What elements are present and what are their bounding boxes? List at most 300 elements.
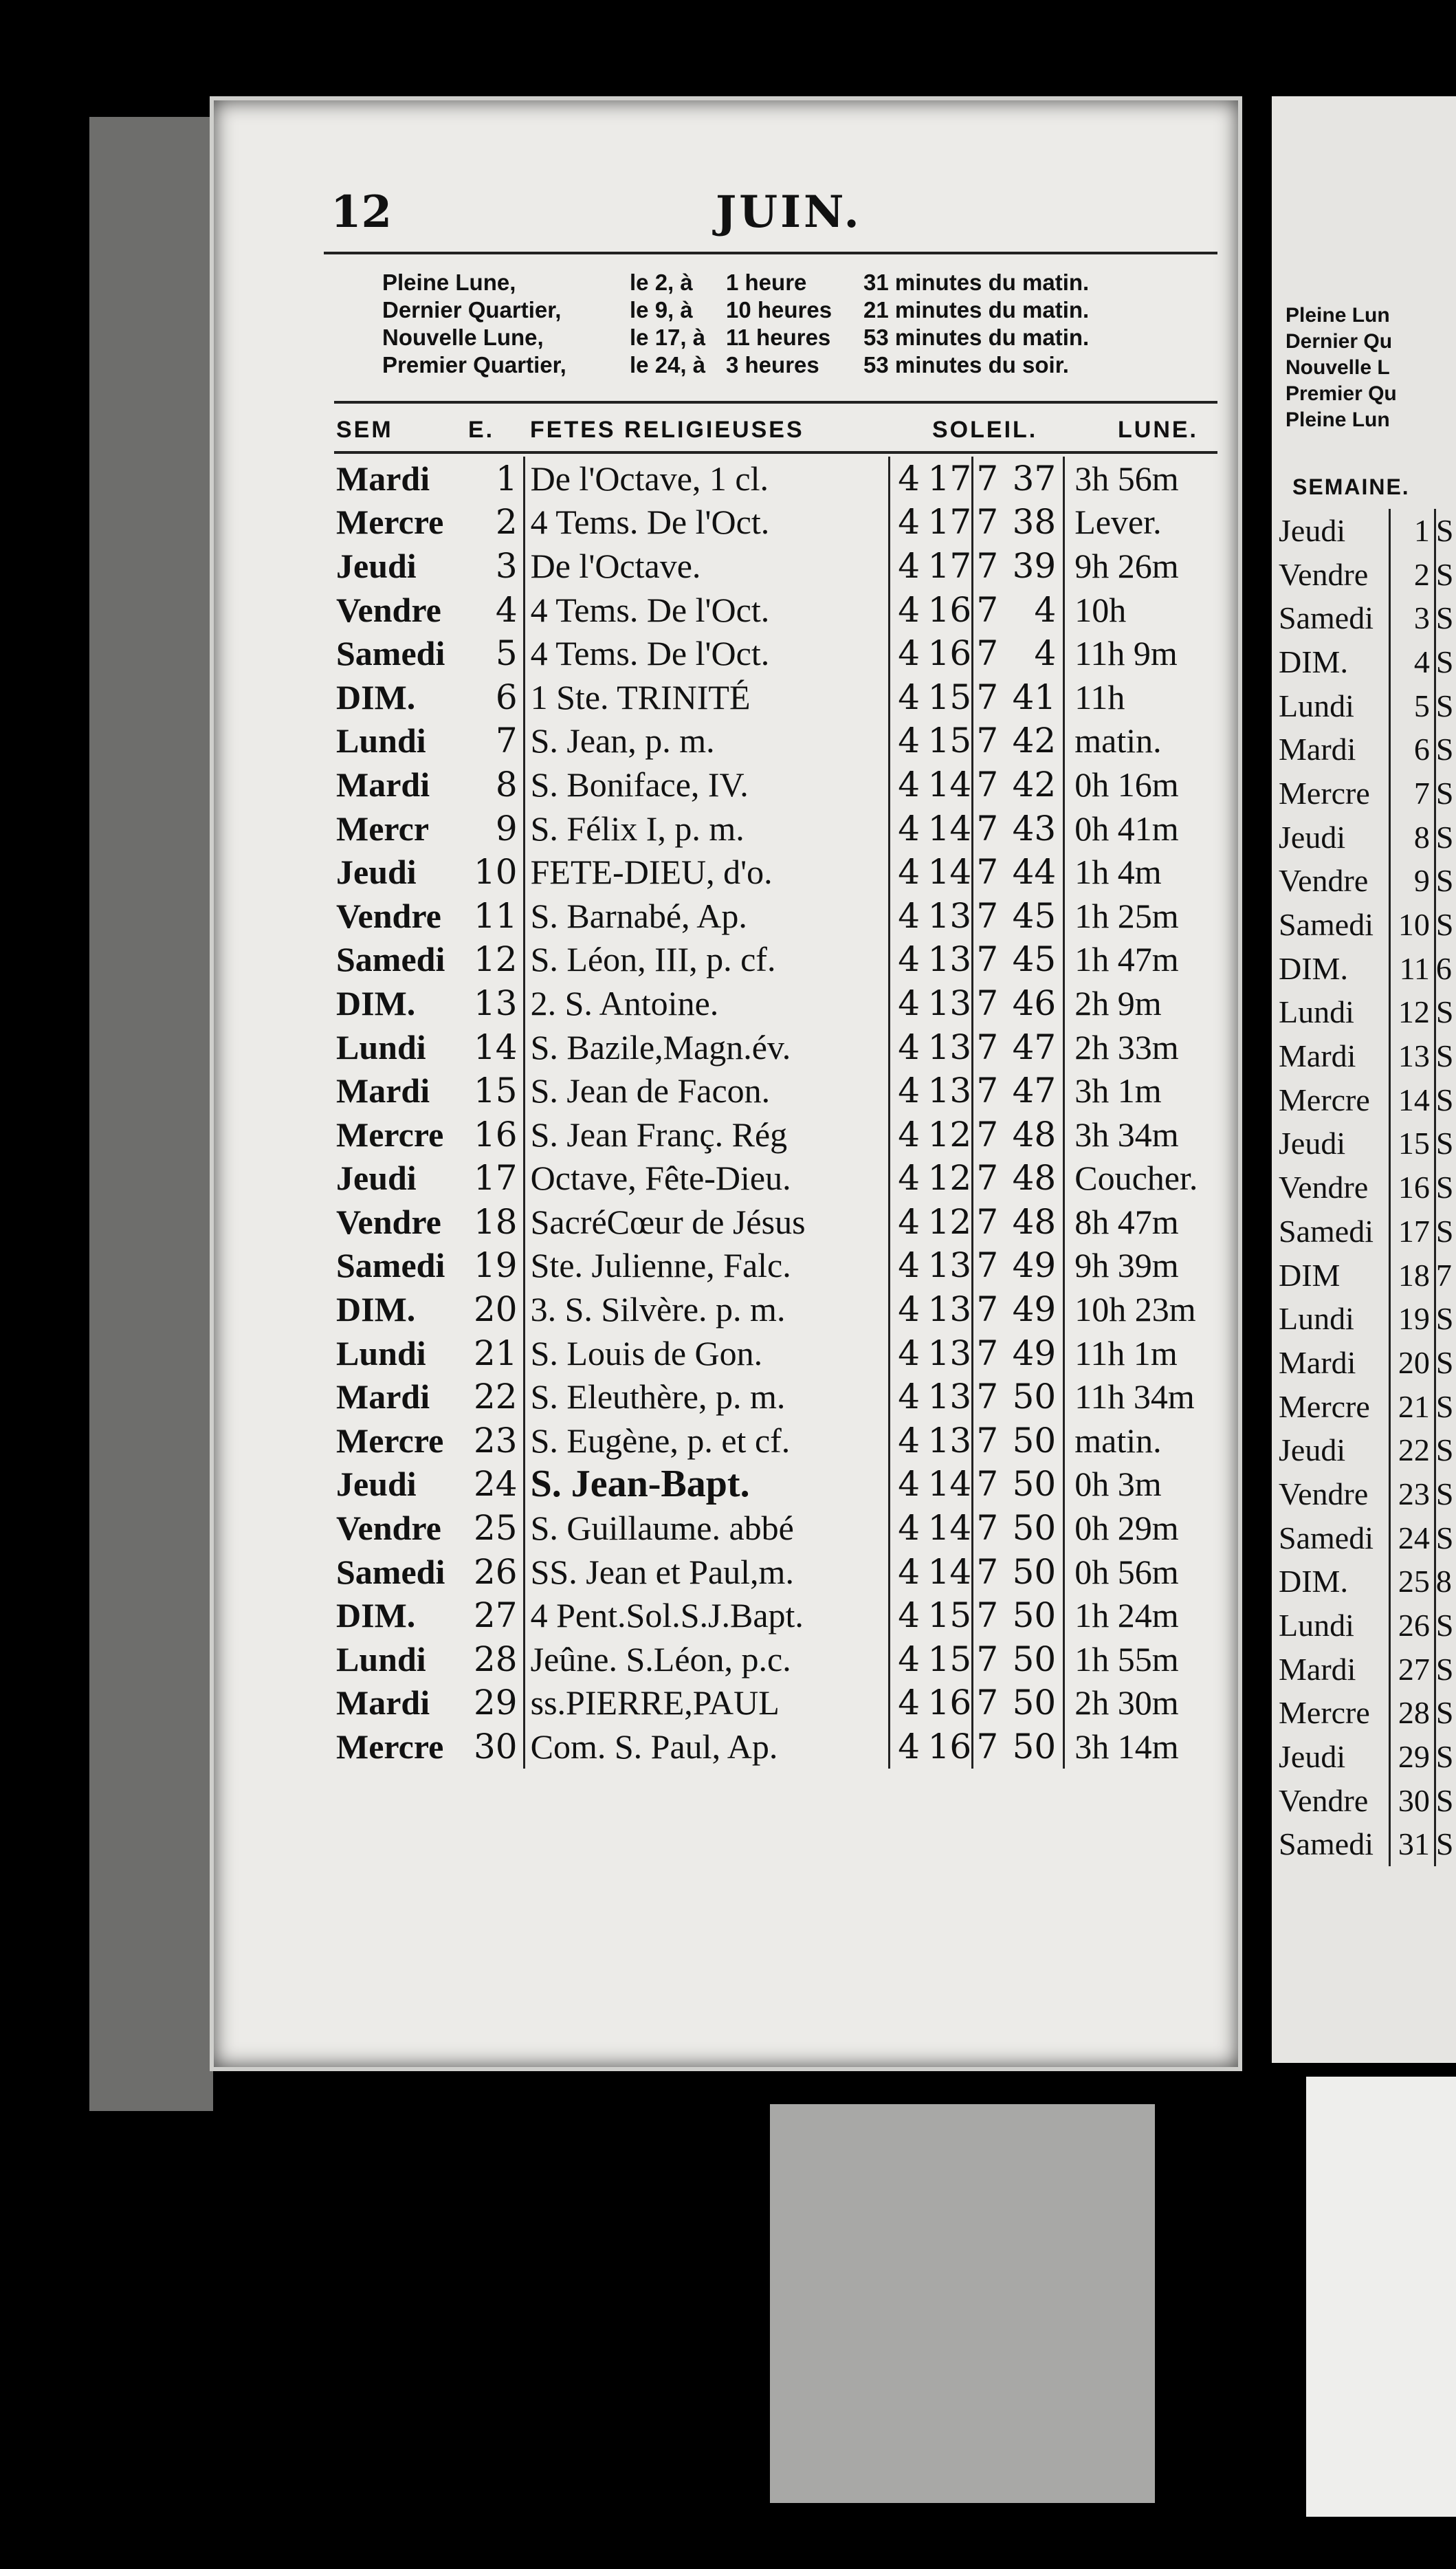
- facing-date-number-cell: 21: [1389, 1385, 1435, 1429]
- facing-weekday-cell: Mardi: [1279, 1651, 1356, 1687]
- facing-weekday-cell: Samedi: [1279, 1213, 1374, 1249]
- sunset-hour-cell: 7: [976, 1639, 999, 1679]
- facing-date-number-cell: 30: [1389, 1779, 1435, 1823]
- weekday-cell: Vendre: [336, 590, 441, 629]
- sunrise-hour-cell: 4: [898, 1158, 920, 1199]
- weekday-cell: Lundi: [336, 1027, 426, 1067]
- sunset-hour-cell: 7: [976, 1727, 999, 1767]
- sunrise-hour-cell: 4: [898, 895, 920, 936]
- moon-phase-name: Premier Quartier,: [382, 352, 566, 378]
- moon-time-cell: 11h 9m: [1074, 634, 1178, 673]
- feast-cell: S. Eleuthère, p. m.: [524, 1375, 889, 1419]
- feast-cell: S. Guillaume. abbé: [524, 1506, 889, 1550]
- sunrise-hour-cell: 4: [898, 1639, 920, 1679]
- sunrise-min-cell: 13: [928, 938, 973, 982]
- facing-calendar-row: [1279, 860, 1456, 904]
- date-number-cell: 15: [474, 1069, 524, 1113]
- sunset-hour-cell: 7: [976, 1683, 999, 1723]
- sunrise-hour-cell: 4: [898, 1201, 920, 1242]
- facing-feast-initial-cell: S: [1435, 1388, 1454, 1424]
- sunset-min-cell: 39: [1001, 544, 1064, 588]
- sunset-min-cell: 49: [1001, 1244, 1064, 1288]
- calendar-row: [331, 1287, 1198, 1331]
- moon-time-cell: 1h 55m: [1074, 1639, 1179, 1679]
- facing-calendar-row: [1279, 1472, 1456, 1516]
- sunrise-hour-cell: 4: [898, 721, 920, 761]
- moon-phase-date: le 17, à: [630, 325, 706, 350]
- moon-phases: [382, 269, 1193, 379]
- facing-weekday-cell: Mardi: [1279, 732, 1356, 767]
- weekday-cell: Mardi: [336, 1683, 430, 1723]
- calendar-row: [331, 1244, 1198, 1288]
- facing-calendar-row: [1279, 947, 1456, 991]
- calendar-row: [331, 675, 1198, 719]
- facing-feast-initial-cell: S: [1435, 994, 1454, 1030]
- sunrise-hour-cell: 4: [898, 1333, 920, 1373]
- weekday-cell: Lundi: [336, 721, 426, 761]
- moon-time-cell: 11h 1m: [1074, 1333, 1178, 1373]
- facing-feast-initial-cell: S: [1435, 512, 1454, 548]
- facing-feast-initial-cell: 7: [1435, 1257, 1452, 1293]
- weekday-cell: Mardi: [336, 1071, 430, 1111]
- sunset-min-cell: 46: [1001, 981, 1064, 1025]
- sunset-hour-cell: 7: [976, 1420, 999, 1461]
- facing-weekday-cell: Vendre: [1279, 556, 1369, 592]
- facing-date-number-cell: 16: [1389, 1166, 1435, 1210]
- facing-calendar-row: [1279, 991, 1456, 1035]
- date-number-cell: 3: [474, 544, 524, 588]
- sunset-hour-cell: 7: [976, 721, 999, 761]
- moon-time-cell: 10h: [1074, 590, 1127, 629]
- facing-date-number-cell: 1: [1389, 509, 1435, 553]
- sunset-min-cell: 45: [1001, 894, 1064, 938]
- sunrise-hour-cell: 4: [898, 1114, 920, 1155]
- sunrise-hour-cell: 4: [898, 677, 920, 717]
- sunrise-hour-cell: 4: [898, 1289, 920, 1330]
- sunset-hour-cell: 7: [976, 633, 999, 674]
- moon-time-cell: 8h 47m: [1074, 1202, 1179, 1241]
- facing-feast-initial-cell: S: [1435, 1126, 1454, 1161]
- moon-phase-line: [382, 296, 1193, 324]
- moon-time-cell: 2h 33m: [1074, 1027, 1179, 1067]
- weekday-cell: Jeudi: [336, 1159, 417, 1198]
- facing-date-number-cell: 9: [1389, 860, 1435, 904]
- facing-date-number-cell: 27: [1389, 1648, 1435, 1692]
- calendar-row: [331, 981, 1198, 1025]
- page-number: 12: [331, 186, 393, 238]
- sunrise-hour-cell: 4: [898, 852, 920, 893]
- moon-phase-date: le 24, à: [630, 352, 706, 378]
- feast-cell: Jeûne. S.Léon, p.c.: [524, 1637, 889, 1681]
- calendar-row: [331, 501, 1198, 545]
- sunrise-min-cell: 14: [928, 807, 973, 851]
- facing-date-number-cell: 28: [1389, 1692, 1435, 1736]
- facing-weekday-cell: Mercre: [1279, 1388, 1370, 1424]
- date-number-cell: 17: [474, 1157, 524, 1201]
- feast-cell: S. Bazile,Magn.év.: [524, 1025, 889, 1069]
- sunrise-min-cell: 15: [928, 1593, 973, 1637]
- facing-date-number-cell: 10: [1389, 903, 1435, 947]
- moon-phase-name: Dernier Quartier,: [382, 297, 562, 323]
- facing-calendar-row: [1279, 1560, 1456, 1604]
- date-number-cell: 28: [474, 1637, 524, 1681]
- facing-calendar-row: [1279, 596, 1456, 640]
- weekday-cell: Mercre: [336, 503, 444, 542]
- facing-weekday-cell: DIM.: [1279, 950, 1348, 986]
- facing-feast-initial-cell: S: [1435, 1476, 1454, 1511]
- facing-calendar-row: [1279, 1516, 1456, 1560]
- weekday-cell: Mercre: [336, 1115, 444, 1154]
- sunrise-min-cell: 16: [928, 1725, 973, 1769]
- sunset-hour-cell: 7: [976, 1595, 999, 1636]
- sunrise-hour-cell: 4: [898, 1683, 920, 1723]
- date-number-cell: 14: [474, 1025, 524, 1069]
- facing-weekday-cell: Mercre: [1279, 1695, 1370, 1731]
- sunset-hour-cell: 7: [976, 1464, 999, 1505]
- moon-time-cell: Lever.: [1074, 503, 1162, 542]
- sunset-min-cell: 47: [1001, 1069, 1064, 1113]
- facing-weekday-cell: Samedi: [1279, 1826, 1374, 1862]
- facing-calendar-row: [1279, 1692, 1456, 1736]
- moon-time-cell: 2h 9m: [1074, 983, 1162, 1023]
- facing-weekday-cell: Jeudi: [1279, 512, 1346, 548]
- sunset-min-cell: 49: [1001, 1331, 1064, 1375]
- feast-cell: Octave, Fête-Dieu.: [524, 1157, 889, 1201]
- moon-time-cell: 11h 34m: [1074, 1377, 1195, 1417]
- calendar-row: [331, 1637, 1198, 1681]
- sunset-hour-cell: 7: [976, 895, 999, 936]
- date-number-cell: 22: [474, 1375, 524, 1419]
- date-number-cell: 11: [474, 894, 524, 938]
- sunrise-min-cell: 13: [928, 894, 973, 938]
- sunset-min-cell: 41: [1001, 675, 1064, 719]
- calendar-row: [331, 1593, 1198, 1637]
- date-number-cell: 18: [474, 1200, 524, 1244]
- facing-weekday-cell: Vendre: [1279, 1476, 1369, 1511]
- sunset-min-cell: 38: [1001, 501, 1064, 545]
- sunset-hour-cell: 7: [976, 1551, 999, 1592]
- date-number-cell: 2: [474, 501, 524, 545]
- date-number-cell: 10: [474, 850, 524, 894]
- sunset-min-cell: 45: [1001, 938, 1064, 982]
- sunrise-hour-cell: 4: [898, 1027, 920, 1067]
- facing-weekday-cell: Lundi: [1279, 688, 1354, 723]
- facing-feast-initial-cell: S: [1435, 1826, 1454, 1862]
- date-number-cell: 16: [474, 1113, 524, 1157]
- calendar-row: [331, 457, 1198, 501]
- facing-date-number-cell: 2: [1389, 553, 1435, 597]
- weekday-cell: Mardi: [336, 1377, 430, 1417]
- facing-weekday-cell: Vendre: [1279, 1782, 1369, 1818]
- calendar-table: [331, 457, 1198, 1769]
- sunrise-hour-cell: 4: [898, 458, 920, 499]
- facing-calendar-row: [1279, 1385, 1456, 1429]
- moon-phase-name: Nouvelle Lune,: [382, 325, 544, 350]
- facing-weekday-cell: DIM.: [1279, 1564, 1348, 1599]
- moon-time-cell: 3h 56m: [1074, 459, 1179, 498]
- sunrise-hour-cell: 4: [898, 1508, 920, 1549]
- date-number-cell: 30: [474, 1725, 524, 1769]
- facing-weekday-cell: Jeudi: [1279, 1432, 1346, 1468]
- sunset-min-cell: 48: [1001, 1113, 1064, 1157]
- sunset-hour-cell: 7: [976, 1508, 999, 1549]
- facing-feast-initial-cell: S: [1435, 863, 1454, 899]
- facing-feast-initial-cell: S: [1435, 775, 1454, 811]
- facing-date-number-cell: 20: [1389, 1341, 1435, 1385]
- facing-calendar-row: [1279, 1254, 1456, 1298]
- feast-cell: 4 Pent.Sol.S.J.Bapt.: [524, 1593, 889, 1637]
- feast-cell: 4 Tems. De l'Oct.: [524, 631, 889, 675]
- facing-feast-initial-cell: 8: [1435, 1564, 1452, 1599]
- sunrise-hour-cell: 4: [898, 1245, 920, 1286]
- date-number-cell: 23: [474, 1419, 524, 1463]
- moon-phase-minutes: 53 minutes du soir.: [863, 352, 1069, 378]
- sunrise-hour-cell: 4: [898, 633, 920, 674]
- facing-feast-initial-cell: S: [1435, 907, 1454, 943]
- facing-feast-initial-cell: S: [1435, 1082, 1454, 1117]
- weekday-cell: Lundi: [336, 1639, 426, 1679]
- weekday-cell: Mercre: [336, 1727, 444, 1767]
- sunrise-min-cell: 14: [928, 763, 973, 807]
- facing-calendar-row: [1279, 1735, 1456, 1779]
- calendar-row: [331, 1463, 1198, 1507]
- facing-date-number-cell: 5: [1389, 684, 1435, 728]
- facing-feast-initial-cell: S: [1435, 1213, 1454, 1249]
- facing-weekday-cell: Vendre: [1279, 1170, 1369, 1205]
- facing-calendar-row: [1279, 1341, 1456, 1385]
- moon-phase-name: Pleine Lune,: [382, 270, 516, 295]
- sunrise-min-cell: 14: [928, 1506, 973, 1550]
- sunrise-min-cell: 14: [928, 1463, 973, 1507]
- feast-cell: S. Jean Franç. Rég: [524, 1113, 889, 1157]
- sunrise-hour-cell: 4: [898, 764, 920, 805]
- moon-time-cell: 0h 41m: [1074, 809, 1179, 848]
- col-header-soleil: SOLEIL.: [932, 417, 1038, 443]
- calendar-row: [331, 1506, 1198, 1550]
- facing-date-number-cell: 23: [1389, 1472, 1435, 1516]
- feast-cell: SacréCœur de Jésus: [524, 1200, 889, 1244]
- sunset-hour-cell: 7: [976, 502, 999, 543]
- facing-feast-initial-cell: S: [1435, 644, 1454, 679]
- facing-feast-initial-cell: S: [1435, 819, 1454, 855]
- feast-cell: S. Jean de Facon.: [524, 1069, 889, 1113]
- facing-feast-initial-cell: S: [1435, 1301, 1454, 1337]
- facing-date-number-cell: 11: [1389, 947, 1435, 991]
- feast-cell: S. Barnabé, Ap.: [524, 894, 889, 938]
- sunset-min-cell: 50: [1001, 1463, 1064, 1507]
- facing-calendar-row: [1279, 1779, 1456, 1823]
- facing-feast-initial-cell: 6: [1435, 950, 1452, 986]
- facing-weekday-cell: Samedi: [1279, 907, 1374, 943]
- facing-weekday-cell: Lundi: [1279, 1608, 1354, 1643]
- sunset-hour-cell: 7: [976, 983, 999, 1023]
- facing-date-number-cell: 17: [1389, 1210, 1435, 1254]
- facing-weekday-cell: Lundi: [1279, 1301, 1354, 1337]
- facing-weekday-cell: Samedi: [1279, 600, 1374, 636]
- sunset-hour-cell: 7: [976, 808, 999, 849]
- page-header: [331, 186, 1224, 238]
- feast-cell: S. Jean-Bapt.: [524, 1463, 889, 1507]
- facing-date-number-cell: 26: [1389, 1604, 1435, 1648]
- date-number-cell: 29: [474, 1681, 524, 1725]
- sunset-hour-cell: 7: [976, 1158, 999, 1199]
- sunset-min-cell: 50: [1001, 1506, 1064, 1550]
- sunrise-min-cell: 17: [928, 457, 973, 501]
- weekday-cell: DIM.: [336, 983, 416, 1023]
- facing-date-number-cell: 29: [1389, 1735, 1435, 1779]
- facing-date-number-cell: 12: [1389, 991, 1435, 1035]
- facing-calendar-row: [1279, 1428, 1456, 1472]
- sunrise-min-cell: 13: [928, 1331, 973, 1375]
- sunrise-hour-cell: 4: [898, 1071, 920, 1111]
- facing-calendar-row: [1279, 772, 1456, 816]
- facing-date-number-cell: 15: [1389, 1122, 1435, 1166]
- weekday-cell: Samedi: [336, 634, 445, 673]
- facing-date-number-cell: 31: [1389, 1823, 1435, 1867]
- sunset-min-cell: 42: [1001, 719, 1064, 763]
- feast-cell: De l'Octave, 1 cl.: [524, 457, 889, 501]
- sunset-min-cell: 50: [1001, 1550, 1064, 1594]
- feast-cell: SS. Jean et Paul,m.: [524, 1550, 889, 1594]
- weekday-cell: Samedi: [336, 940, 445, 979]
- calendar-row: [331, 631, 1198, 675]
- facing-calendar-row: [1279, 1034, 1456, 1078]
- feast-cell: S. Eugène, p. et cf.: [524, 1419, 889, 1463]
- facing-feast-initial-cell: S: [1435, 1608, 1454, 1643]
- calendar-row: [331, 719, 1198, 763]
- sunrise-hour-cell: 4: [898, 1377, 920, 1417]
- sunrise-min-cell: 13: [928, 1419, 973, 1463]
- sunrise-hour-cell: 4: [898, 939, 920, 980]
- date-number-cell: 8: [474, 763, 524, 807]
- sunrise-hour-cell: 4: [898, 502, 920, 543]
- facing-date-number-cell: 14: [1389, 1078, 1435, 1122]
- sunrise-hour-cell: 4: [898, 983, 920, 1023]
- moon-phase-minutes: 31 minutes du matin.: [863, 270, 1090, 295]
- weekday-cell: Mercre: [336, 1421, 444, 1460]
- sunrise-hour-cell: 4: [898, 1551, 920, 1592]
- calendar-row: [331, 1069, 1198, 1113]
- sunset-min-cell: 50: [1001, 1637, 1064, 1681]
- moon-phase-time: 10 heures: [726, 297, 832, 323]
- facing-moon-phase: Premier Qu: [1286, 382, 1397, 405]
- sunset-hour-cell: 7: [976, 1071, 999, 1111]
- facing-calendar-row: [1279, 553, 1456, 597]
- header-rule: [324, 252, 1217, 254]
- facing-calendar-row: [1279, 903, 1456, 947]
- moon-time-cell: 3h 1m: [1074, 1071, 1162, 1111]
- moon-phase-minutes: 21 minutes du matin.: [863, 297, 1090, 323]
- facing-feast-initial-cell: S: [1435, 732, 1454, 767]
- facing-weekday-cell: DIM: [1279, 1257, 1341, 1293]
- sunset-min-cell: 50: [1001, 1725, 1064, 1769]
- moon-phase-time: 1 heure: [726, 270, 807, 295]
- sunrise-min-cell: 13: [928, 1069, 973, 1113]
- facing-calendar-row: [1279, 509, 1456, 553]
- sunset-min-cell: 43: [1001, 807, 1064, 851]
- weekday-cell: DIM.: [336, 1290, 416, 1329]
- date-number-cell: 5: [474, 631, 524, 675]
- facing-moon-phase: Pleine Lun: [1286, 304, 1390, 327]
- sunset-min-cell: 49: [1001, 1287, 1064, 1331]
- facing-calendar-row: [1279, 1604, 1456, 1648]
- sunset-hour-cell: 7: [976, 1289, 999, 1330]
- weekday-cell: Samedi: [336, 1552, 445, 1591]
- moon-time-cell: 3h 14m: [1074, 1727, 1179, 1767]
- date-number-cell: 24: [474, 1463, 524, 1507]
- date-number-cell: 6: [474, 675, 524, 719]
- feast-cell: 2. S. Antoine.: [524, 981, 889, 1025]
- weekday-cell: Mardi: [336, 765, 430, 804]
- columns-rule: [334, 451, 1217, 454]
- facing-calendar-row: [1279, 1078, 1456, 1122]
- sunrise-min-cell: 17: [928, 544, 973, 588]
- calendar-row: [331, 894, 1198, 938]
- feast-cell: FETE-DIEU, d'o.: [524, 850, 889, 894]
- sunrise-hour-cell: 4: [898, 545, 920, 586]
- facing-feast-initial-cell: S: [1435, 1170, 1454, 1205]
- feast-cell: De l'Octave.: [524, 544, 889, 588]
- sunrise-hour-cell: 4: [898, 808, 920, 849]
- facing-calendar-row: [1279, 1166, 1456, 1210]
- month-title: JUIN.: [716, 186, 862, 238]
- feast-cell: Ste. Julienne, Falc.: [524, 1244, 889, 1288]
- calendar-row: [331, 1419, 1198, 1463]
- feast-cell: S. Léon, III, p. cf.: [524, 938, 889, 982]
- calendar-row: [331, 938, 1198, 982]
- facing-weekday-cell: Mardi: [1279, 1038, 1356, 1074]
- facing-feast-initial-cell: S: [1435, 600, 1454, 636]
- sunset-hour-cell: 7: [976, 545, 999, 586]
- facing-date-number-cell: 6: [1389, 728, 1435, 772]
- facing-feast-initial-cell: S: [1435, 1038, 1454, 1074]
- sunrise-min-cell: 15: [928, 675, 973, 719]
- calendar-row: [331, 850, 1198, 894]
- facing-calendar-row: [1279, 1297, 1456, 1341]
- feast-cell: ss.PIERRE,PAUL: [524, 1681, 889, 1725]
- feast-cell: 1 Ste. TRINITÉ: [524, 675, 889, 719]
- facing-calendar-row: [1279, 1210, 1456, 1254]
- sunrise-min-cell: 13: [928, 981, 973, 1025]
- sunset-min-cell: 50: [1001, 1681, 1064, 1725]
- sunset-hour-cell: 7: [976, 1245, 999, 1286]
- feast-cell: 4 Tems. De l'Oct.: [524, 501, 889, 545]
- col-header-sem: SEM: [336, 417, 393, 443]
- sunrise-min-cell: 12: [928, 1157, 973, 1201]
- facing-weekday-cell: Jeudi: [1279, 819, 1346, 855]
- date-number-cell: 25: [474, 1506, 524, 1550]
- sunrise-min-cell: 16: [928, 631, 973, 675]
- moon-time-cell: 0h 29m: [1074, 1509, 1179, 1548]
- facing-date-number-cell: 24: [1389, 1516, 1435, 1560]
- facing-calendar-row: [1279, 728, 1456, 772]
- calendar-row: [331, 1157, 1198, 1201]
- sunset-hour-cell: 7: [976, 458, 999, 499]
- facing-date-number-cell: 8: [1389, 816, 1435, 860]
- feast-cell: S. Félix I, p. m.: [524, 807, 889, 851]
- facing-feast-initial-cell: S: [1435, 1695, 1454, 1731]
- facing-calendar-row: [1279, 816, 1456, 860]
- book-bottom-edge: [770, 2104, 1155, 2503]
- sunset-min-cell: 50: [1001, 1375, 1064, 1419]
- sunset-hour-cell: 7: [976, 1333, 999, 1373]
- facing-weekday-cell: Mardi: [1279, 1344, 1356, 1380]
- weekday-cell: DIM.: [336, 677, 416, 717]
- date-number-cell: 26: [474, 1550, 524, 1594]
- facing-col-header-semaine: SEMAINE.: [1292, 474, 1410, 499]
- facing-date-number-cell: 25: [1389, 1560, 1435, 1604]
- phases-rule: [334, 401, 1217, 404]
